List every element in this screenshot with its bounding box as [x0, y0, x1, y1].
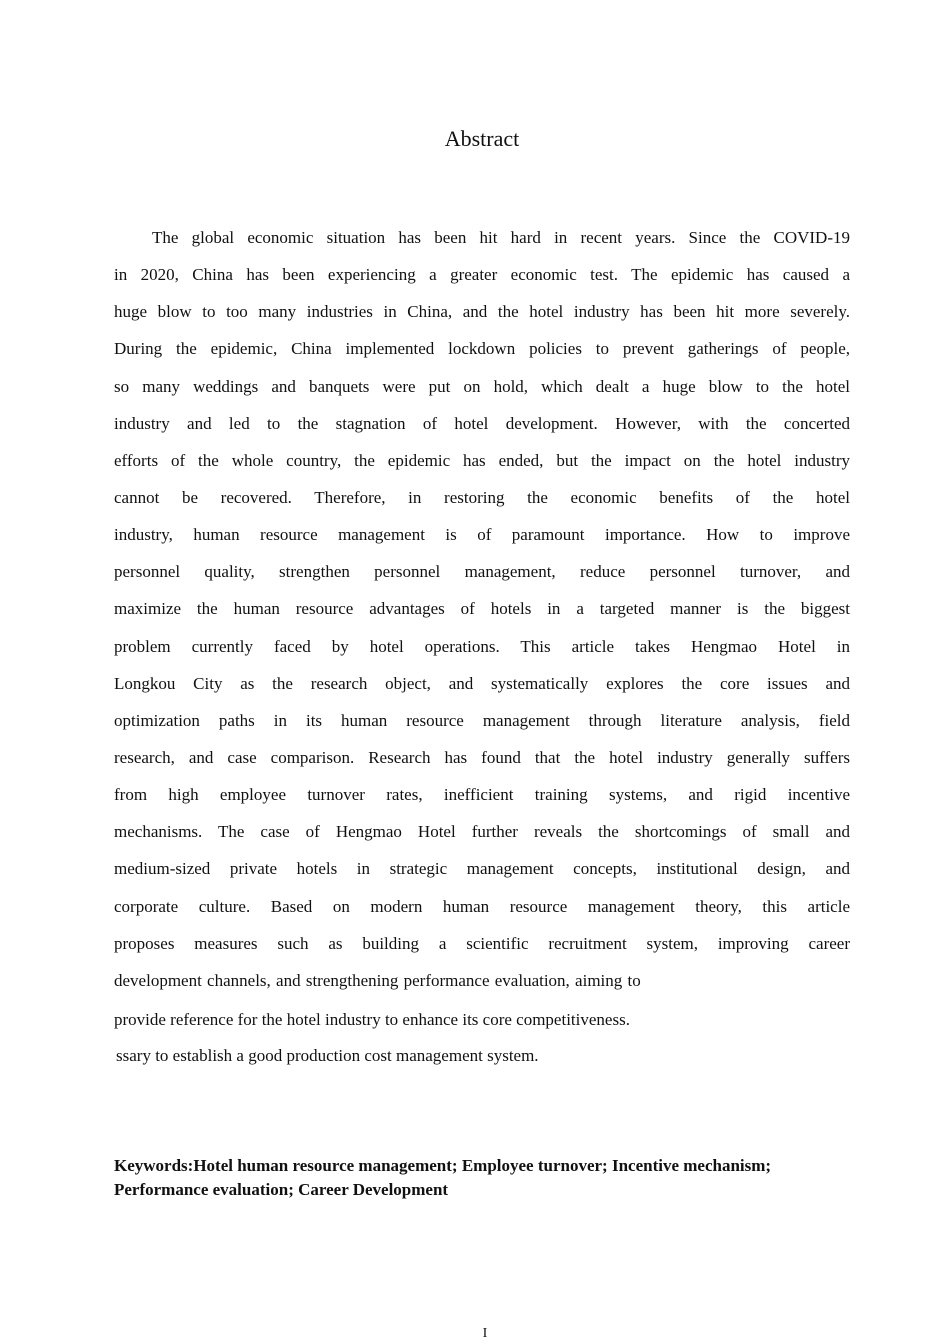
abstract-paragraph	[114, 226, 850, 1006]
abstract-line: The global economic situation has been hit hard in recent years. Since the COVID-19	[152, 228, 850, 247]
abstract-line: maximize the human resource advantages of hotels in a targeted manner is the biggest	[114, 599, 850, 619]
abstract-line: During the epidemic, China implemented lockdown policies to prevent gatherings of people,	[114, 339, 850, 359]
abstract-line: medium-sized private hotels in strategic management concepts, institutional design, and	[114, 859, 850, 879]
abstract-line: corporate culture. Based on modern human resource management theory, this article	[114, 896, 850, 916]
abstract-line: personnel quality, strengthen personnel management, reduce personnel turnover, and	[114, 562, 850, 582]
abstract-line: problem currently faced by hotel operations. This article takes Hengmao Hotel in	[114, 636, 850, 656]
abstract-line: mechanisms. The case of Hengmao Hotel further reveals the shortcomings of small and	[114, 822, 850, 842]
abstract-line: industry and led to the stagnation of hotel development. However, with the concerted	[114, 413, 850, 433]
keywords-line-2: Performance evaluation; Career Development	[114, 1180, 449, 1199]
abstract-line: from high employee turnover rates, inefficient training systems, and rigid incentive	[114, 785, 850, 805]
page-number: I	[482, 1326, 488, 1341]
abstract-line: efforts of the whole country, the epidemic has ended, but the impact on the hotel industry	[114, 450, 850, 470]
abstract-line: research, and case comparison. Research has found that the hotel industry generally suffers	[114, 747, 850, 767]
abstract-fragment: ssary to establish a good production cost management system.	[116, 1046, 539, 1065]
abstract-line: development channels, and strengthening performance evaluation, aiming to	[114, 970, 641, 990]
abstract-continuation: provide reference for the hotel industry to enhance its core competitiveness.	[114, 1010, 630, 1029]
abstract-line: proposes measures such as building a scientific recruitment system, improving career	[114, 933, 850, 953]
abstract-line: optimization paths in its human resource management through literature analysis, field	[114, 710, 850, 730]
abstract-line: in 2020, China has been experiencing a greater economic test. The epidemic has caused a	[114, 265, 850, 285]
abstract-line: industry, human resource management is of paramount importance. How to improve	[114, 525, 850, 545]
page-title: Abstract	[444, 126, 520, 151]
abstract-line: so many weddings and banquets were put on hold, which dealt a huge blow to the hotel	[114, 376, 850, 396]
abstract-line: Longkou City as the research object, and systematically explores the core issues and	[114, 673, 850, 693]
keywords	[114, 1154, 864, 1202]
abstract-line: cannot be recovered. Therefore, in restoring the economic benefits of the hotel	[114, 487, 850, 507]
abstract-line: huge blow to too many industries in China, and the hotel industry has been hit more severely.	[114, 302, 850, 322]
keywords-line-1: Keywords:Hotel human resource management; Employee turnover; Incentive mechanism;	[114, 1156, 772, 1175]
